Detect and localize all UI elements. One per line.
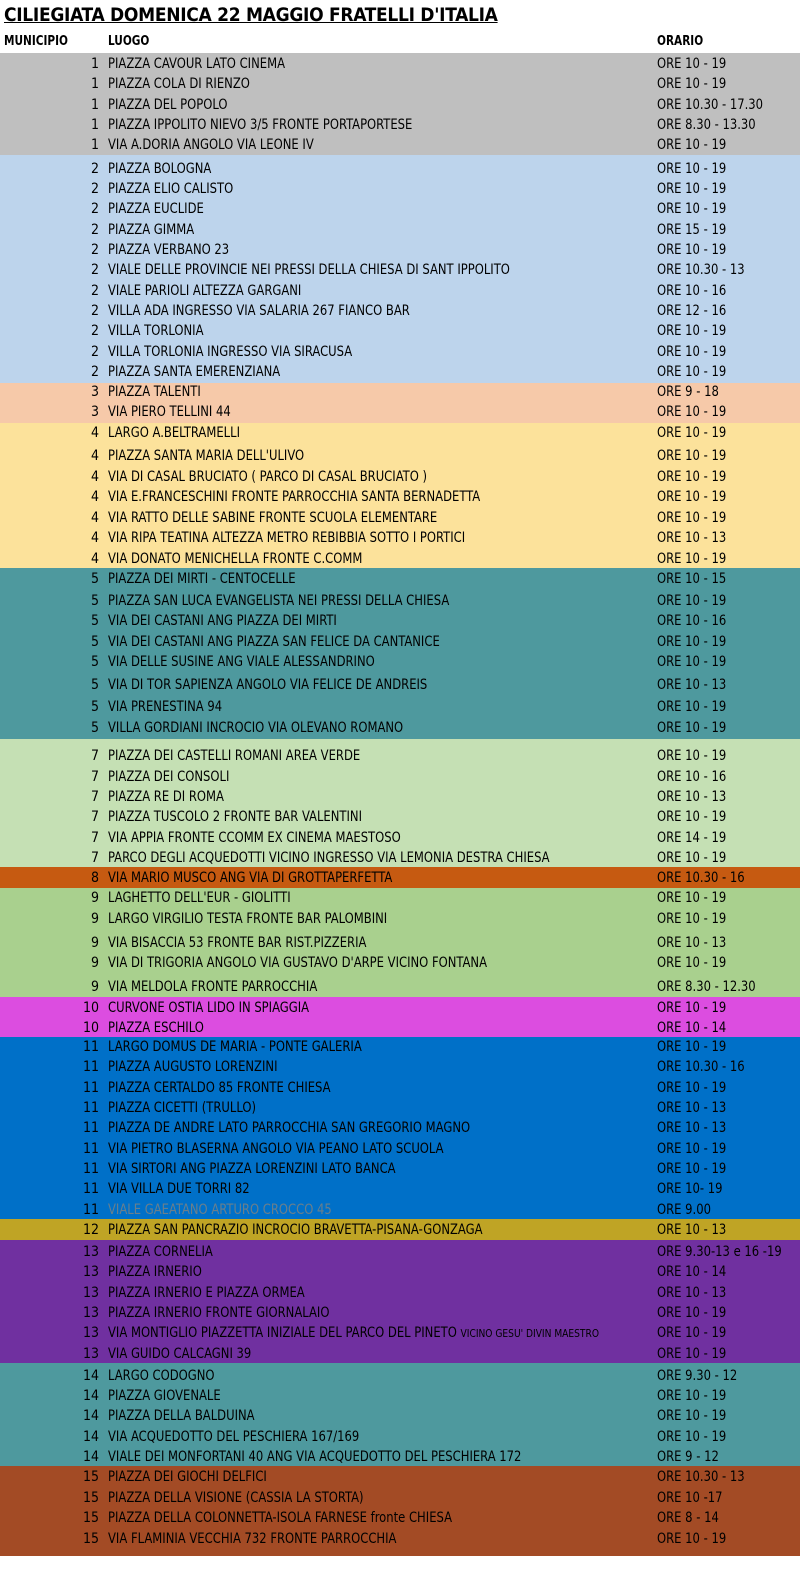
- orario-cell: ORE 10 - 19: [657, 850, 727, 866]
- municipio-number: 4: [90, 469, 99, 485]
- luogo-cell: [108, 1038, 362, 1056]
- orario-cell: ORE 8.30 - 13.30: [657, 117, 756, 133]
- luogo-cell: [108, 849, 550, 867]
- luogo-cell: [108, 1304, 329, 1322]
- luogo-text: PIAZZA CAVOUR LATO CINEMA: [108, 56, 285, 72]
- municipio-number: 11: [82, 1100, 99, 1116]
- orario-cell: ORE 10 - 13: [657, 1285, 727, 1301]
- orario-cell: ORE 10 - 19: [657, 1080, 727, 1096]
- luogo-text: VIA VILLA DUE TORRI 82: [108, 1181, 250, 1197]
- municipio-number: 2: [90, 344, 99, 360]
- luogo-cell: [108, 1079, 331, 1097]
- page-title: CILIEGIATA DOMENICA 22 MAGGIO FRATELLI D'ITALIA: [4, 4, 498, 26]
- luogo-cell: [108, 403, 231, 421]
- luogo-cell: [108, 1407, 255, 1425]
- luogo-text: VIA RATTO DELLE SABINE FRONTE SCUOLA ELEMENTARE: [108, 510, 438, 526]
- luogo-cell: [108, 788, 224, 806]
- luogo-cell: [108, 570, 296, 588]
- luogo-text: LARGO DOMUS DE MARIA - PONTE GALERIA: [108, 1039, 362, 1055]
- luogo-text: VIA APPIA FRONTE CCOMM EX CINEMA MAESTOSO: [108, 830, 401, 846]
- municipio-number: 11: [82, 1059, 99, 1075]
- municipio-number: 1: [90, 137, 99, 153]
- municipio-number: 11: [82, 1141, 99, 1157]
- luogo-text: VILLA TORLONIA: [108, 323, 204, 339]
- luogo-text: PIAZZA AUGUSTO LORENZINI: [108, 1059, 278, 1075]
- luogo-text: PIAZZA BOLOGNA: [108, 161, 212, 177]
- orario-cell: ORE 12 - 16: [657, 303, 727, 319]
- luogo-cell: [108, 747, 360, 765]
- municipio-number: 7: [90, 748, 99, 764]
- orario-cell: ORE 10 - 19: [657, 1000, 727, 1016]
- luogo-text: VIA FLAMINIA VECCHIA 732 FRONTE PARROCCHIA: [108, 1531, 397, 1547]
- municipio-number: 5: [90, 677, 99, 693]
- luogo-cell: [108, 1345, 251, 1363]
- luogo-cell: [108, 302, 410, 320]
- orario-cell: ORE 8.30 - 12.30: [657, 979, 756, 995]
- luogo-cell: [108, 1099, 256, 1117]
- luogo-text: CURVONE OSTIA LIDO IN SPIAGGIA: [108, 1000, 310, 1016]
- luogo-text: VIALE DELLE PROVINCIE NEI PRESSI DELLA CHIESA DI SANT IPPOLITO: [108, 262, 510, 278]
- orario-cell: ORE 9.30-13 e 16 -19: [657, 1244, 782, 1260]
- luogo-text: VIA PIERO TELLINI 44: [108, 404, 231, 420]
- orario-cell: ORE 10 - 15: [657, 571, 727, 587]
- luogo-cell: [108, 261, 510, 279]
- luogo-cell: [108, 1489, 364, 1507]
- municipio-number: 1: [90, 117, 99, 133]
- luogo-cell: [108, 808, 362, 826]
- luogo-text: VIA DEI CASTANI ANG PIAZZA DEI MIRTI: [108, 613, 337, 629]
- luogo-cell: [108, 1263, 202, 1281]
- orario-cell: ORE 10 - 13: [657, 677, 727, 693]
- luogo-text: PIAZZA GIMMA: [108, 222, 195, 238]
- municipio-number: 2: [90, 201, 99, 217]
- municipio-number: 8: [90, 870, 99, 886]
- municipio-number: 4: [90, 530, 99, 546]
- orario-cell: ORE 10 - 19: [657, 720, 727, 736]
- luogo-cell: [108, 75, 250, 93]
- luogo-cell: [108, 550, 362, 568]
- luogo-cell: [108, 424, 240, 442]
- municipio-number: 12: [82, 1222, 99, 1238]
- luogo-text: PIAZZA CICETTI (TRULLO): [108, 1100, 256, 1116]
- orario-cell: ORE 8 - 14: [657, 1510, 719, 1526]
- luogo-text: VILLA ADA INGRESSO VIA SALARIA 267 FIANCO BAR: [108, 303, 410, 319]
- municipio-number: 11: [82, 1120, 99, 1136]
- luogo-text: PIAZZA DELLA BALDUINA: [108, 1408, 255, 1424]
- luogo-cell: [108, 889, 291, 907]
- orario-cell: ORE 10 - 19: [657, 1429, 727, 1445]
- orario-cell: ORE 10 - 19: [657, 1531, 727, 1547]
- luogo-cell: [108, 934, 366, 952]
- orario-cell: ORE 10 - 16: [657, 283, 727, 299]
- orario-cell: ORE 10 - 19: [657, 1039, 727, 1055]
- luogo-cell: [108, 1367, 215, 1385]
- municipio-number: 14: [82, 1368, 99, 1384]
- luogo-cell: [108, 768, 229, 786]
- luogo-cell: [108, 136, 314, 154]
- luogo-text: PIAZZA DELLA VISIONE (CASSIA LA STORTA): [108, 1490, 364, 1506]
- luogo-text: VIA DI TOR SAPIENZA ANGOLO VIA FELICE DE ANDREIS: [108, 677, 428, 693]
- luogo-cell: [108, 999, 309, 1017]
- luogo-cell: [108, 1324, 599, 1343]
- luogo-text: VIALE PARIOLI ALTEZZA GARGANI: [108, 283, 302, 299]
- luogo-cell: [108, 1058, 277, 1076]
- municipio-number: 5: [90, 613, 99, 629]
- municipio-number: 10: [82, 1000, 99, 1016]
- luogo-text: PIAZZA DEI GIOCHI DELFICI: [108, 1469, 267, 1485]
- luogo-cell: [108, 633, 440, 651]
- luogo-text: VIALE DEI MONFORTANI 40 ANG VIA ACQUEDOTTO DEL PESCHIERA 172: [108, 1449, 522, 1465]
- municipio-number: 5: [90, 720, 99, 736]
- luogo-cell: [108, 282, 301, 300]
- municipio-number: 15: [82, 1510, 99, 1526]
- luogo-cell: [108, 612, 337, 630]
- orario-cell: ORE 10 - 19: [657, 489, 727, 505]
- luogo-cell: [108, 1284, 305, 1302]
- luogo-text: VIA DEI CASTANI ANG PIAZZA SAN FELICE DA CANTANICE: [108, 634, 440, 650]
- luogo-text: PIAZZA IRNERIO FRONTE GIORNALAIO: [108, 1305, 330, 1321]
- orario-cell: ORE 10 - 19: [657, 890, 727, 906]
- municipio-number: 7: [90, 769, 99, 785]
- luogo-text: VIA DI CASAL BRUCIATO ( PARCO DI CASAL BRUCIATO ): [108, 469, 428, 485]
- luogo-cell: [108, 447, 304, 465]
- orario-cell: ORE 10 - 13: [657, 1100, 727, 1116]
- luogo-cell: [108, 343, 352, 361]
- luogo-text: VIA A.DORIA ANGOLO VIA LEONE IV: [108, 137, 314, 153]
- orario-cell: ORE 10 - 19: [657, 364, 727, 380]
- municipio-number: 13: [82, 1264, 99, 1280]
- municipio-number: 13: [82, 1346, 99, 1362]
- header-municipio: MUNICIPIO: [4, 34, 68, 49]
- luogo-cell: [108, 910, 387, 928]
- orario-cell: ORE 9.00: [657, 1202, 711, 1218]
- luogo-cell: [108, 829, 401, 847]
- municipio-number: 2: [90, 303, 99, 319]
- luogo-text: PIAZZA DEI CONSOLI: [108, 769, 230, 785]
- municipio-number: 9: [90, 890, 99, 906]
- orario-cell: ORE 9 - 12: [657, 1449, 719, 1465]
- luogo-cell: [108, 1428, 359, 1446]
- luogo-text: PIAZZA CORNELIA: [108, 1244, 213, 1260]
- luogo-text: VIA DI TRIGORIA ANGOLO VIA GUSTAVO D'ARPE VICINO FONTANA: [108, 955, 488, 971]
- luogo-cell: [108, 1387, 221, 1405]
- luogo-cell: [108, 1509, 452, 1527]
- luogo-text: VIA PIETRO BLASERNA ANGOLO VIA PEANO LATO SCUOLA: [108, 1141, 444, 1157]
- orario-cell: ORE 10 - 13: [657, 935, 727, 951]
- luogo-text: VIA ACQUEDOTTO DEL PESCHIERA 167/169: [108, 1429, 360, 1445]
- orario-cell: ORE 10 - 19: [657, 654, 727, 670]
- municipio-number: 14: [82, 1408, 99, 1424]
- municipio-number: 4: [90, 448, 99, 464]
- orario-cell: ORE 10.30 - 13: [657, 262, 745, 278]
- header-luogo: LUOGO: [108, 34, 150, 49]
- municipio-number: 4: [90, 510, 99, 526]
- municipio-number: 2: [90, 323, 99, 339]
- municipio-number: 9: [90, 935, 99, 951]
- luogo-text: VIA MELDOLA FRONTE PARROCCHIA: [108, 979, 318, 995]
- orario-cell: ORE 10 - 19: [657, 56, 727, 72]
- luogo-text: PIAZZA ELIO CALISTO: [108, 181, 234, 197]
- luogo-text: PIAZZA RE DI ROMA: [108, 789, 224, 805]
- municipio-number: 2: [90, 262, 99, 278]
- municipio-number: 7: [90, 850, 99, 866]
- luogo-cell: [108, 719, 403, 737]
- luogo-text: PIAZZA CERTALDO 85 FRONTE CHIESA: [108, 1080, 331, 1096]
- luogo-cell: [108, 1019, 204, 1037]
- luogo-text: VIA SIRTORI ANG PIAZZA LORENZINI LATO BANCA: [108, 1161, 396, 1177]
- luogo-cell: [108, 592, 449, 610]
- municipio-number: 9: [90, 955, 99, 971]
- luogo-text: PIAZZA ESCHILO: [108, 1020, 204, 1036]
- orario-cell: ORE 10 - 19: [657, 76, 727, 92]
- luogo-cell: [108, 468, 427, 486]
- municipio-number: 4: [90, 551, 99, 567]
- luogo-cell: [108, 1201, 332, 1219]
- municipio-number: 2: [90, 222, 99, 238]
- orario-cell: ORE 10 - 19: [657, 425, 727, 441]
- orario-cell: ORE 10- 19: [657, 1181, 723, 1197]
- municipio-number: 11: [82, 1161, 99, 1177]
- luogo-cell: [108, 1448, 521, 1466]
- orario-cell: ORE 10 - 19: [657, 748, 727, 764]
- luogo-text: LAGHETTO DELL'EUR - GIOLITTI: [108, 890, 291, 906]
- luogo-cell: [108, 96, 228, 114]
- luogo-text: PIAZZA COLA DI RIENZO: [108, 76, 250, 92]
- luogo-text: PARCO DEGLI ACQUEDOTTI VICINO INGRESSO VIA LEMONIA DESTRA CHIESA: [108, 850, 550, 866]
- luogo-text: PIAZZA DE ANDRE LATO PARROCCHIA SAN GREGORIO MAGNO: [108, 1120, 471, 1136]
- municipio-number: 2: [90, 242, 99, 258]
- luogo-cell: [108, 1180, 250, 1198]
- luogo-cell: [108, 978, 317, 996]
- luogo-text: PIAZZA SAN PANCRAZIO INCROCIO BRAVETTA-PISANA-GONZAGA: [108, 1222, 483, 1238]
- municipio-number: 7: [90, 809, 99, 825]
- orario-cell: ORE 10 - 19: [657, 1161, 727, 1177]
- orario-cell: ORE 10 - 19: [657, 911, 727, 927]
- luogo-cell: [108, 221, 194, 239]
- orario-cell: ORE 10 - 13: [657, 1222, 727, 1238]
- orario-cell: ORE 10 -17: [657, 1490, 723, 1506]
- municipio-number: 2: [90, 364, 99, 380]
- municipio-number: 1: [90, 56, 99, 72]
- municipio-number: 14: [82, 1429, 99, 1445]
- orario-cell: ORE 10 - 16: [657, 769, 727, 785]
- orario-cell: ORE 10 - 19: [657, 323, 727, 339]
- municipio-number: 13: [82, 1285, 99, 1301]
- orario-cell: ORE 10 - 19: [657, 593, 727, 609]
- luogo-text: PIAZZA VERBANO 23: [108, 242, 230, 258]
- luogo-cell: [108, 1160, 396, 1178]
- municipio-number: 4: [90, 489, 99, 505]
- luogo-text: PIAZZA TALENTI: [108, 384, 201, 400]
- orario-cell: ORE 10 - 19: [657, 1325, 727, 1341]
- orario-cell: ORE 10 - 14: [657, 1020, 727, 1036]
- luogo-text: PIAZZA IPPOLITO NIEVO 3/5 FRONTE PORTAPORTESE: [108, 117, 413, 133]
- luogo-text: PIAZZA GIOVENALE: [108, 1388, 221, 1404]
- municipio-number: 13: [82, 1305, 99, 1321]
- orario-cell: ORE 10 - 19: [657, 1388, 727, 1404]
- luogo-text: VIA MARIO MUSCO ANG VIA DI GROTTAPERFETTA: [108, 870, 393, 886]
- orario-cell: ORE 10 - 19: [657, 404, 727, 420]
- municipio-number: 11: [82, 1181, 99, 1197]
- luogo-text: PIAZZA DEI CASTELLI ROMANI AREA VERDE: [108, 748, 361, 764]
- orario-cell: ORE 10 - 19: [657, 1346, 727, 1362]
- luogo-cell: [108, 1119, 470, 1137]
- municipio-number: 9: [90, 911, 99, 927]
- luogo-text: VIA DELLE SUSINE ANG VIALE ALESSANDRINO: [108, 654, 375, 670]
- luogo-cell: [108, 488, 480, 506]
- luogo-text: PIAZZA TUSCOLO 2 FRONTE BAR VALENTINI: [108, 809, 362, 825]
- luogo-text: VILLA TORLONIA INGRESSO VIA SIRACUSA: [108, 344, 353, 360]
- luogo-text: VIA RIPA TEATINA ALTEZZA METRO REBIBBIA SOTTO I PORTICI: [108, 530, 466, 546]
- orario-cell: ORE 10 - 19: [657, 551, 727, 567]
- municipio-number: 5: [90, 571, 99, 587]
- luogo-cell: [108, 676, 427, 694]
- luogo-text: LARGO CODOGNO: [108, 1368, 215, 1384]
- orario-cell: ORE 10.30 - 17.30: [657, 97, 764, 113]
- luogo-text: PIAZZA DELLA COLONNETTA-ISOLA FARNESE fronte CHIESA: [108, 1510, 453, 1526]
- luogo-cell: [108, 698, 222, 716]
- municipio-number: 11: [82, 1080, 99, 1096]
- municipio-number: 5: [90, 699, 99, 715]
- luogo-cell: [108, 363, 280, 381]
- orario-cell: ORE 10 - 19: [657, 809, 727, 825]
- municipio-number: 5: [90, 634, 99, 650]
- orario-cell: ORE 14 - 19: [657, 830, 727, 846]
- luogo-text: PIAZZA SANTA MARIA DELL'ULIVO: [108, 448, 305, 464]
- orario-cell: ORE 10 - 14: [657, 1264, 727, 1280]
- municipio-number: 1: [90, 76, 99, 92]
- municipio-number: 15: [82, 1469, 99, 1485]
- municipio-number: 13: [82, 1244, 99, 1260]
- luogo-text: PIAZZA EUCLIDE: [108, 201, 204, 217]
- orario-cell: ORE 9 - 18: [657, 384, 719, 400]
- luogo-text: PIAZZA DEI MIRTI - CENTOCELLE: [108, 571, 296, 587]
- municipio-number: 7: [90, 830, 99, 846]
- municipio-number: 1: [90, 97, 99, 113]
- luogo-text: VIA PRENESTINA 94: [108, 699, 223, 715]
- luogo-text: LARGO A.BELTRAMELLI: [108, 425, 241, 441]
- luogo-text: VIA GUIDO CALCAGNI 39: [108, 1346, 252, 1362]
- luogo-cell: [108, 653, 375, 671]
- orario-cell: ORE 10 - 19: [657, 1408, 727, 1424]
- municipio-number: 2: [90, 283, 99, 299]
- orario-cell: ORE 10 - 19: [657, 699, 727, 715]
- municipio-number: 15: [82, 1531, 99, 1547]
- municipio-number: 5: [90, 593, 99, 609]
- luogo-cell: [108, 322, 204, 340]
- luogo-text: VIALE GAEATANO ARTURO CROCCO 45: [108, 1202, 332, 1218]
- luogo-cell: [108, 529, 465, 547]
- orario-cell: ORE 10 - 19: [657, 242, 727, 258]
- luogo-text: VIA E.FRANCESCHINI FRONTE PARROCCHIA SANTA BERNADETTA: [108, 489, 481, 505]
- orario-cell: ORE 10 - 19: [657, 510, 727, 526]
- luogo-text: VIA MONTIGLIO PIAZZETTA INIZIALE DEL PARCO DEL PINETO: [108, 1325, 457, 1341]
- luogo-text: PIAZZA IRNERIO E PIAZZA ORMEA: [108, 1285, 305, 1301]
- luogo-text: PIAZZA SANTA EMERENZIANA: [108, 364, 281, 380]
- luogo-text: VILLA GORDIANI INCROCIO VIA OLEVANO ROMANO: [108, 720, 404, 736]
- orario-cell: ORE 10 - 13: [657, 1120, 727, 1136]
- orario-cell: ORE 10 - 19: [657, 469, 727, 485]
- municipio-number: 11: [82, 1039, 99, 1055]
- municipio-number: 14: [82, 1388, 99, 1404]
- municipio-number: 11: [82, 1202, 99, 1218]
- luogo-cell: [108, 509, 437, 527]
- luogo-cell: [108, 1468, 267, 1486]
- luogo-text: PIAZZA DEL POPOLO: [108, 97, 228, 113]
- luogo-cell: [108, 869, 392, 887]
- orario-cell: ORE 10 - 19: [657, 448, 727, 464]
- luogo-cell: [108, 1221, 483, 1239]
- municipio-number: 5: [90, 654, 99, 670]
- luogo-text: VIA BISACCIA 53 FRONTE BAR RIST.PIZZERIA: [108, 935, 367, 951]
- municipio-number: 15: [82, 1490, 99, 1506]
- orario-cell: ORE 10 - 19: [657, 137, 727, 153]
- municipio-number: 10: [82, 1020, 99, 1036]
- municipio-number: 9: [90, 979, 99, 995]
- orario-cell: ORE 9.30 - 12: [657, 1368, 738, 1384]
- luogo-cell: [108, 1530, 396, 1548]
- orario-cell: ORE 10 - 13: [657, 789, 727, 805]
- luogo-text: PIAZZA SAN LUCA EVANGELISTA NEI PRESSI DELLA CHIESA: [108, 593, 450, 609]
- municipio-number: 3: [90, 404, 99, 420]
- luogo-cell: [108, 383, 201, 401]
- luogo-cell: [108, 954, 487, 972]
- orario-cell: ORE 15 - 19: [657, 222, 727, 238]
- orario-cell: ORE 10 - 16: [657, 613, 727, 629]
- orario-cell: ORE 10.30 - 13: [657, 1469, 745, 1485]
- orario-cell: ORE 10 - 19: [657, 344, 727, 360]
- header-orario: ORARIO: [657, 34, 704, 49]
- luogo-text: LARGO VIRGILIO TESTA FRONTE BAR PALOMBINI: [108, 911, 388, 927]
- luogo-note: VICINO GESU' DIVIN MAESTRO: [460, 1327, 599, 1340]
- orario-cell: ORE 10.30 - 16: [657, 1059, 745, 1075]
- luogo-cell: [108, 200, 204, 218]
- orario-cell: ORE 10 - 19: [657, 1305, 727, 1321]
- luogo-cell: [108, 160, 211, 178]
- luogo-text: PIAZZA IRNERIO: [108, 1264, 202, 1280]
- municipio-number: 4: [90, 425, 99, 441]
- orario-cell: ORE 10 - 13: [657, 530, 727, 546]
- orario-cell: ORE 10 - 19: [657, 1141, 727, 1157]
- municipio-number: 14: [82, 1449, 99, 1465]
- luogo-cell: [108, 241, 229, 259]
- orario-cell: ORE 10.30 - 16: [657, 870, 745, 886]
- municipio-number: 3: [90, 384, 99, 400]
- luogo-cell: [108, 55, 285, 73]
- luogo-text: VIA DONATO MENICHELLA FRONTE C.COMM: [108, 551, 363, 567]
- municipio-number: 2: [90, 161, 99, 177]
- luogo-cell: [108, 1243, 213, 1261]
- orario-cell: ORE 10 - 19: [657, 161, 727, 177]
- municipio-number: 2: [90, 181, 99, 197]
- municipio-number: 13: [82, 1325, 99, 1341]
- orario-cell: ORE 10 - 19: [657, 955, 727, 971]
- luogo-cell: [108, 1140, 444, 1158]
- orario-cell: ORE 10 - 19: [657, 634, 727, 650]
- orario-cell: ORE 10 - 19: [657, 181, 727, 197]
- orario-cell: ORE 10 - 19: [657, 201, 727, 217]
- luogo-cell: [108, 116, 412, 134]
- municipio-number: 7: [90, 789, 99, 805]
- luogo-cell: [108, 180, 233, 198]
